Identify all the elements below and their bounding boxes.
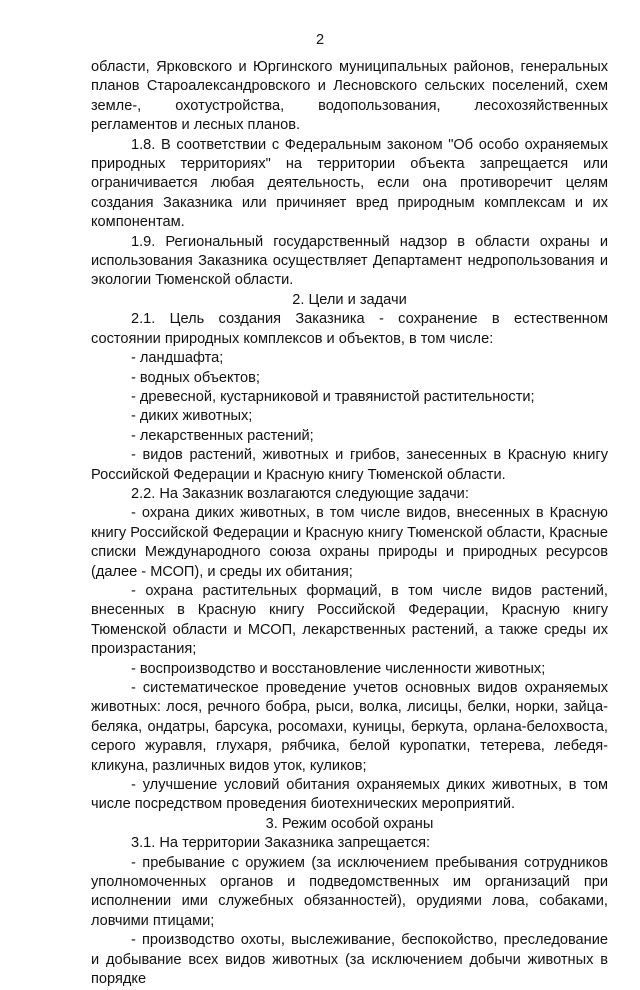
- section-heading: 3. Режим особой охраны: [265, 815, 434, 832]
- list-item: - древесной, кустарниковой и травянистой растительности;: [131, 388, 535, 405]
- paragraph: 2.2. На Заказник возлагаются следующие задачи:: [131, 485, 469, 502]
- list-item: - пребывание с оружием (за исключением пребывания сотрудников уполномоченных органов и подведомственных им организаций при исполнении ими служебных обязанностей), орудиями лова, собаками, ловчими птицами;: [91, 854, 608, 929]
- section-heading: 2. Цели и задачи: [292, 291, 407, 308]
- paragraph: 1.9. Региональный государственный надзор в области охраны и использования Заказника осуществляет Департамент недропользования и экологии Тюменской области.: [91, 233, 608, 289]
- page-number: 2: [315, 32, 325, 48]
- list-item: - охрана диких животных, в том числе видов, внесенных в Красную книгу Российской Федерации и Красную книгу Тюменской области, Красные списки Международного союза охраны природы и природных ресурсов (далее - МСОП), и среды их обитания;: [91, 505, 608, 580]
- list-item: - ландшафта;: [131, 350, 224, 367]
- list-item: - производство охоты, выслеживание, беспокойство, преследование и добывание всех видов животных (за исключением добычи животных в порядке: [91, 932, 608, 988]
- paragraph: 3.1. На территории Заказника запрещается:: [131, 835, 431, 852]
- list-item: - воспроизводство и восстановление численности животных;: [131, 660, 546, 677]
- paragraph: 1.8. В соответствии с Федеральным законом "Об особо охраняемых природных территориях" на территории объекта запрещается или ограничивается любая деятельность, если она противоречит целям создания Заказника или причиняет вред природным комплексам и их компонентам.: [91, 136, 608, 231]
- list-item: - охрана растительных формаций, в том числе видов растений, внесенных в Красную книгу Российской Федерации, Красную книгу Тюменской области и МСОП, лекарственных растений, а также среды их произрастания;: [91, 582, 608, 658]
- list-item: - диких животных;: [131, 408, 253, 425]
- paragraph: 2.1. Цель создания Заказника - сохранение в естественном состоянии природных комплексов и объектов, в том числе:: [91, 311, 608, 347]
- list-item: - улучшение условий обитания охраняемых диких животных, в том числе посредством проведения биотехнических мероприятий.: [91, 777, 608, 813]
- document-body: [91, 58, 608, 990]
- list-item: - систематическое проведение учетов основных видов охраняемых животных: лося, речного бобра, рыси, волка, лисицы, белки, норки, зайца-беляка, ондатры, барсука, росомахи, куницы, беркута, орлана-белохвоста, серого журавля, глухаря, рябчика, белой куропатки, тетерева, лебедя-кликуна, различных видов уток, куликов;: [91, 680, 608, 774]
- list-item: - водных объектов;: [131, 369, 260, 386]
- list-item: - видов растений, животных и грибов, занесенных в Красную книгу Российской Федерации и Красную книгу Тюменской области.: [91, 447, 608, 483]
- list-item: - лекарственных растений;: [131, 427, 314, 444]
- paragraph: области, Ярковского и Юргинского муниципальных районов, генеральных планов Староалександровского и Лесновского сельских поселений, схем земле-, охотустройства, водопользования, лесохозяйственных регламентов и лесных планов.: [91, 59, 608, 134]
